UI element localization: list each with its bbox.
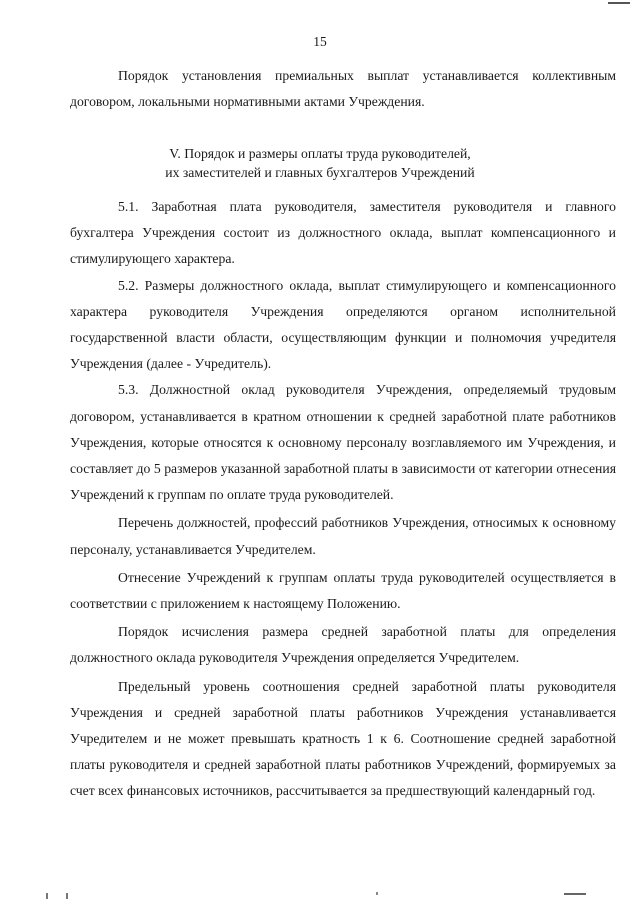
paragraph-groups: Отнесение Учреждений к группам оплаты труда руководителей осуществляется в соответствии с приложением к настоящему Положению. (70, 569, 616, 612)
section-title-line-1: V. Порядок и размеры оплаты труда руководителей, (169, 146, 471, 161)
section-title-line-2: их заместителей и главных бухгалтеров Учреждений (165, 165, 475, 180)
paragraph-5-3: 5.3. Должностной оклад руководителя Учреждения, определяемый трудовым договором, устанавливается в кратном отношении к средней заработной плате работников Учреждения, которые относятся к основному персоналу возглавляемого им Учреждения, и составляет до 5 размеров указанной заработной платы в зависимости от категории отнесения Учреждений к группам по оплате труда руководителей. (70, 382, 616, 503)
body-text (70, 194, 616, 805)
scan-mark-bottom-left (46, 893, 48, 899)
scan-mark-bottom-mid (376, 892, 378, 895)
paragraph-5-2: 5.2. Размеры должностного оклада, выплат стимулирующего и компенсационного характера руководителя Учреждения определяются органом исполнительной государственной власти области, осуществляющим функции и полномочия учредителя Учреждения (далее - Учредитель). (70, 277, 616, 372)
paragraph-staff-list: Перечень должностей, профессий работников Учреждения, относимых к основному персоналу, устанавливается Учредителем. (70, 515, 616, 557)
scan-mark-bottom-right (564, 893, 586, 897)
page-number: 15 (313, 34, 327, 49)
intro-block (70, 63, 616, 115)
paragraph-salary-limit: Предельный уровень соотношения средней заработной платы руководителя Учреждения и средней заработной платы работников Учреждения устанавливается Учредителем и не может превышать кратность 1 к 6. Соотношение средней заработной платы руководителя и средней заработной платы работников Учреждений, формируемых за счет всех финансовых источников, рассчитывается за предшествующий календарный год. (70, 678, 616, 799)
scan-mark-top (608, 2, 630, 7)
paragraph-5-1: 5.1. Заработная плата руководителя, заместителя руководителя и главного бухгалтера Учреждения состоит из должностного оклада, выплат компенсационного и стимулирующего характера. (70, 199, 616, 267)
paragraph-calculation: Порядок исчисления размера средней заработной платы для определения должностного оклада руководителя Учреждения определяется Учредителем. (70, 624, 616, 666)
section-heading (0, 144, 640, 182)
intro-paragraph: Порядок установления премиальных выплат устанавливается коллективным договором, локальными нормативными актами Учреждения. (70, 68, 616, 110)
scan-mark-bottom-left-2 (66, 893, 68, 899)
